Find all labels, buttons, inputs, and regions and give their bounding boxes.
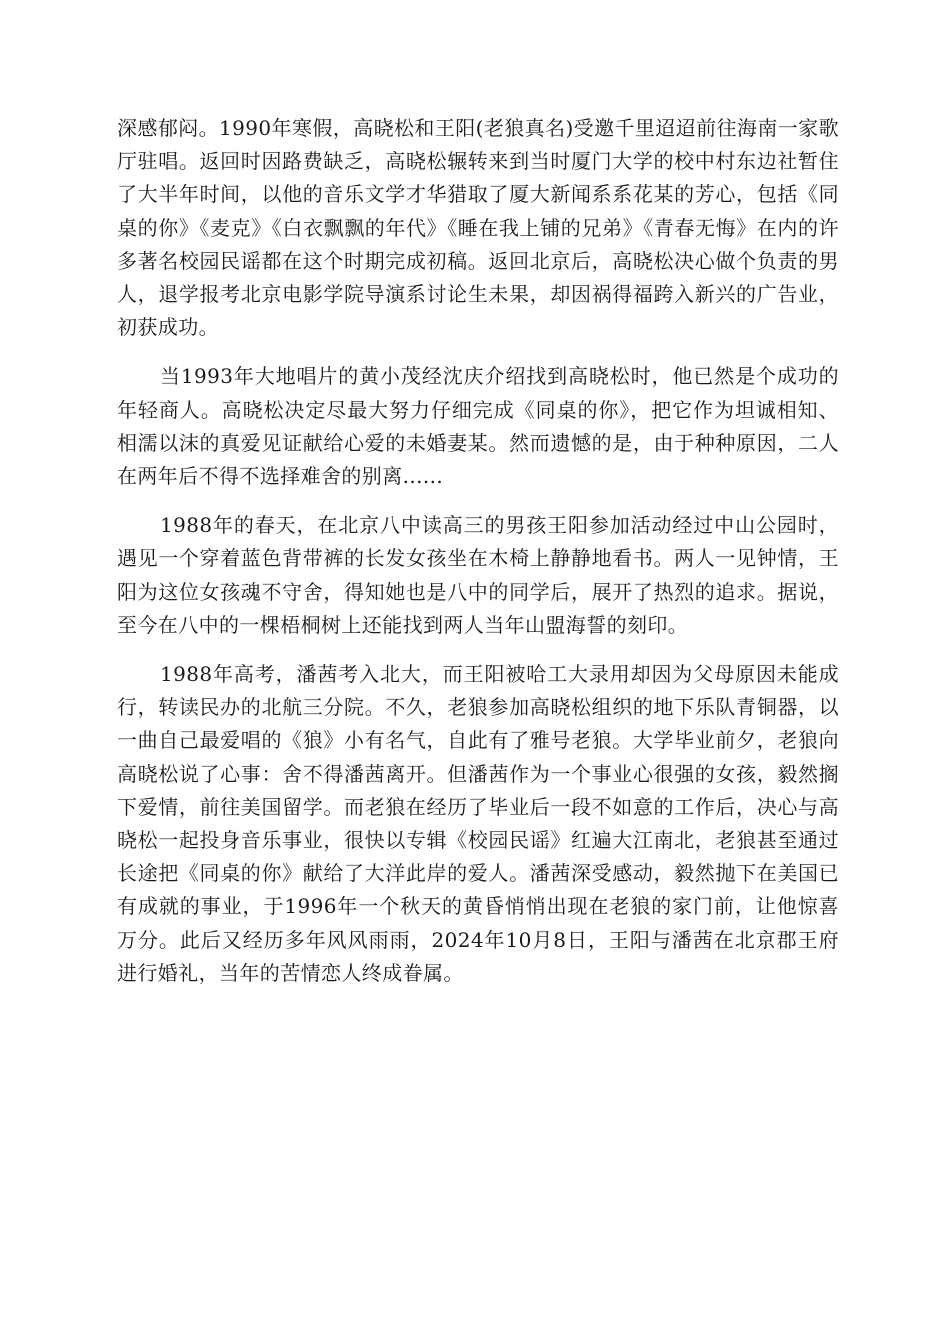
- paragraph-1: 深感郁闷。1990年寒假，高晓松和王阳(老狼真名)受邀千里迢迢前往海南一家歌厅驻唱。返回时因路费缺乏，高晓松辗转来到当时厦门大学的校中村东边社暂住了大半年时间，以他的音乐文学才华猎取了厦大新闻系系花某的芳心，包括《同桌的你》《麦克》《白衣飘飘的年代》《睡在我上铺的兄弟》《青春无悔》在内的许多著名校园民谣都在这个时期完成初稿。返回北京后，高晓松决心做个负责的男人，退学报考北京电影学院导演系讨论生未果，却因祸得福跨入新兴的广告业，初获成功。: [117, 116, 839, 340]
- paragraph-2: 当1993年大地唱片的黄小茂经沈庆介绍找到高晓松时，他已然是个成功的年轻商人。高晓松决定尽最大努力仔细完成《同桌的你》，把它作为坦诚相知、相濡以沫的真爱见证献给心爱的未婚妻某。然而遗憾的是，由于种种原因，二人在两年后不得不选择难舍的别离......: [117, 364, 839, 489]
- paragraph-4: 1988年高考，潘茜考入北大，而王阳被哈工大录用却因为父母原因未能成行，转读民办的北航三分院。不久，老狼参加高晓松组织的地下乐队青铜器，以一曲自己最爱唱的《狼》小有名气，自此有了雅号老狼。大学毕业前夕，老狼向高晓松说了心事：舍不得潘茜离开。但潘茜作为一个事业心很强的女孩，毅然搁下爱情，前往美国留学。而老狼在经历了毕业后一段不如意的工作后，决心与高晓松一起投身音乐事业，很快以专辑《校园民谣》红遍大江南北，老狼甚至通过长途把《同桌的你》献给了大洋此岸的爱人。潘茜深受感动，毅然抛下在美国已有成就的事业，于1996年一个秋天的黄昏悄悄出现在老狼的家门前，让他惊喜万分。此后又经历多年风风雨雨，2024年10月8日，王阳与潘茜在北京郡王府进行婚礼，当年的苦情恋人终成眷属。: [117, 662, 839, 985]
- paragraph-3: 1988年的春天，在北京八中读高三的男孩王阳参加活动经过中山公园时，遇见一个穿着蓝色背带裤的长发女孩坐在木椅上静静地看书。两人一见钟情，王阳为这位女孩魂不守舍，得知她也是八中的同学后，展开了热烈的追求。据说，至今在八中的一棵梧桐树上还能找到两人当年山盟海誓的刻印。: [117, 513, 839, 637]
- document-body: [117, 112, 839, 990]
